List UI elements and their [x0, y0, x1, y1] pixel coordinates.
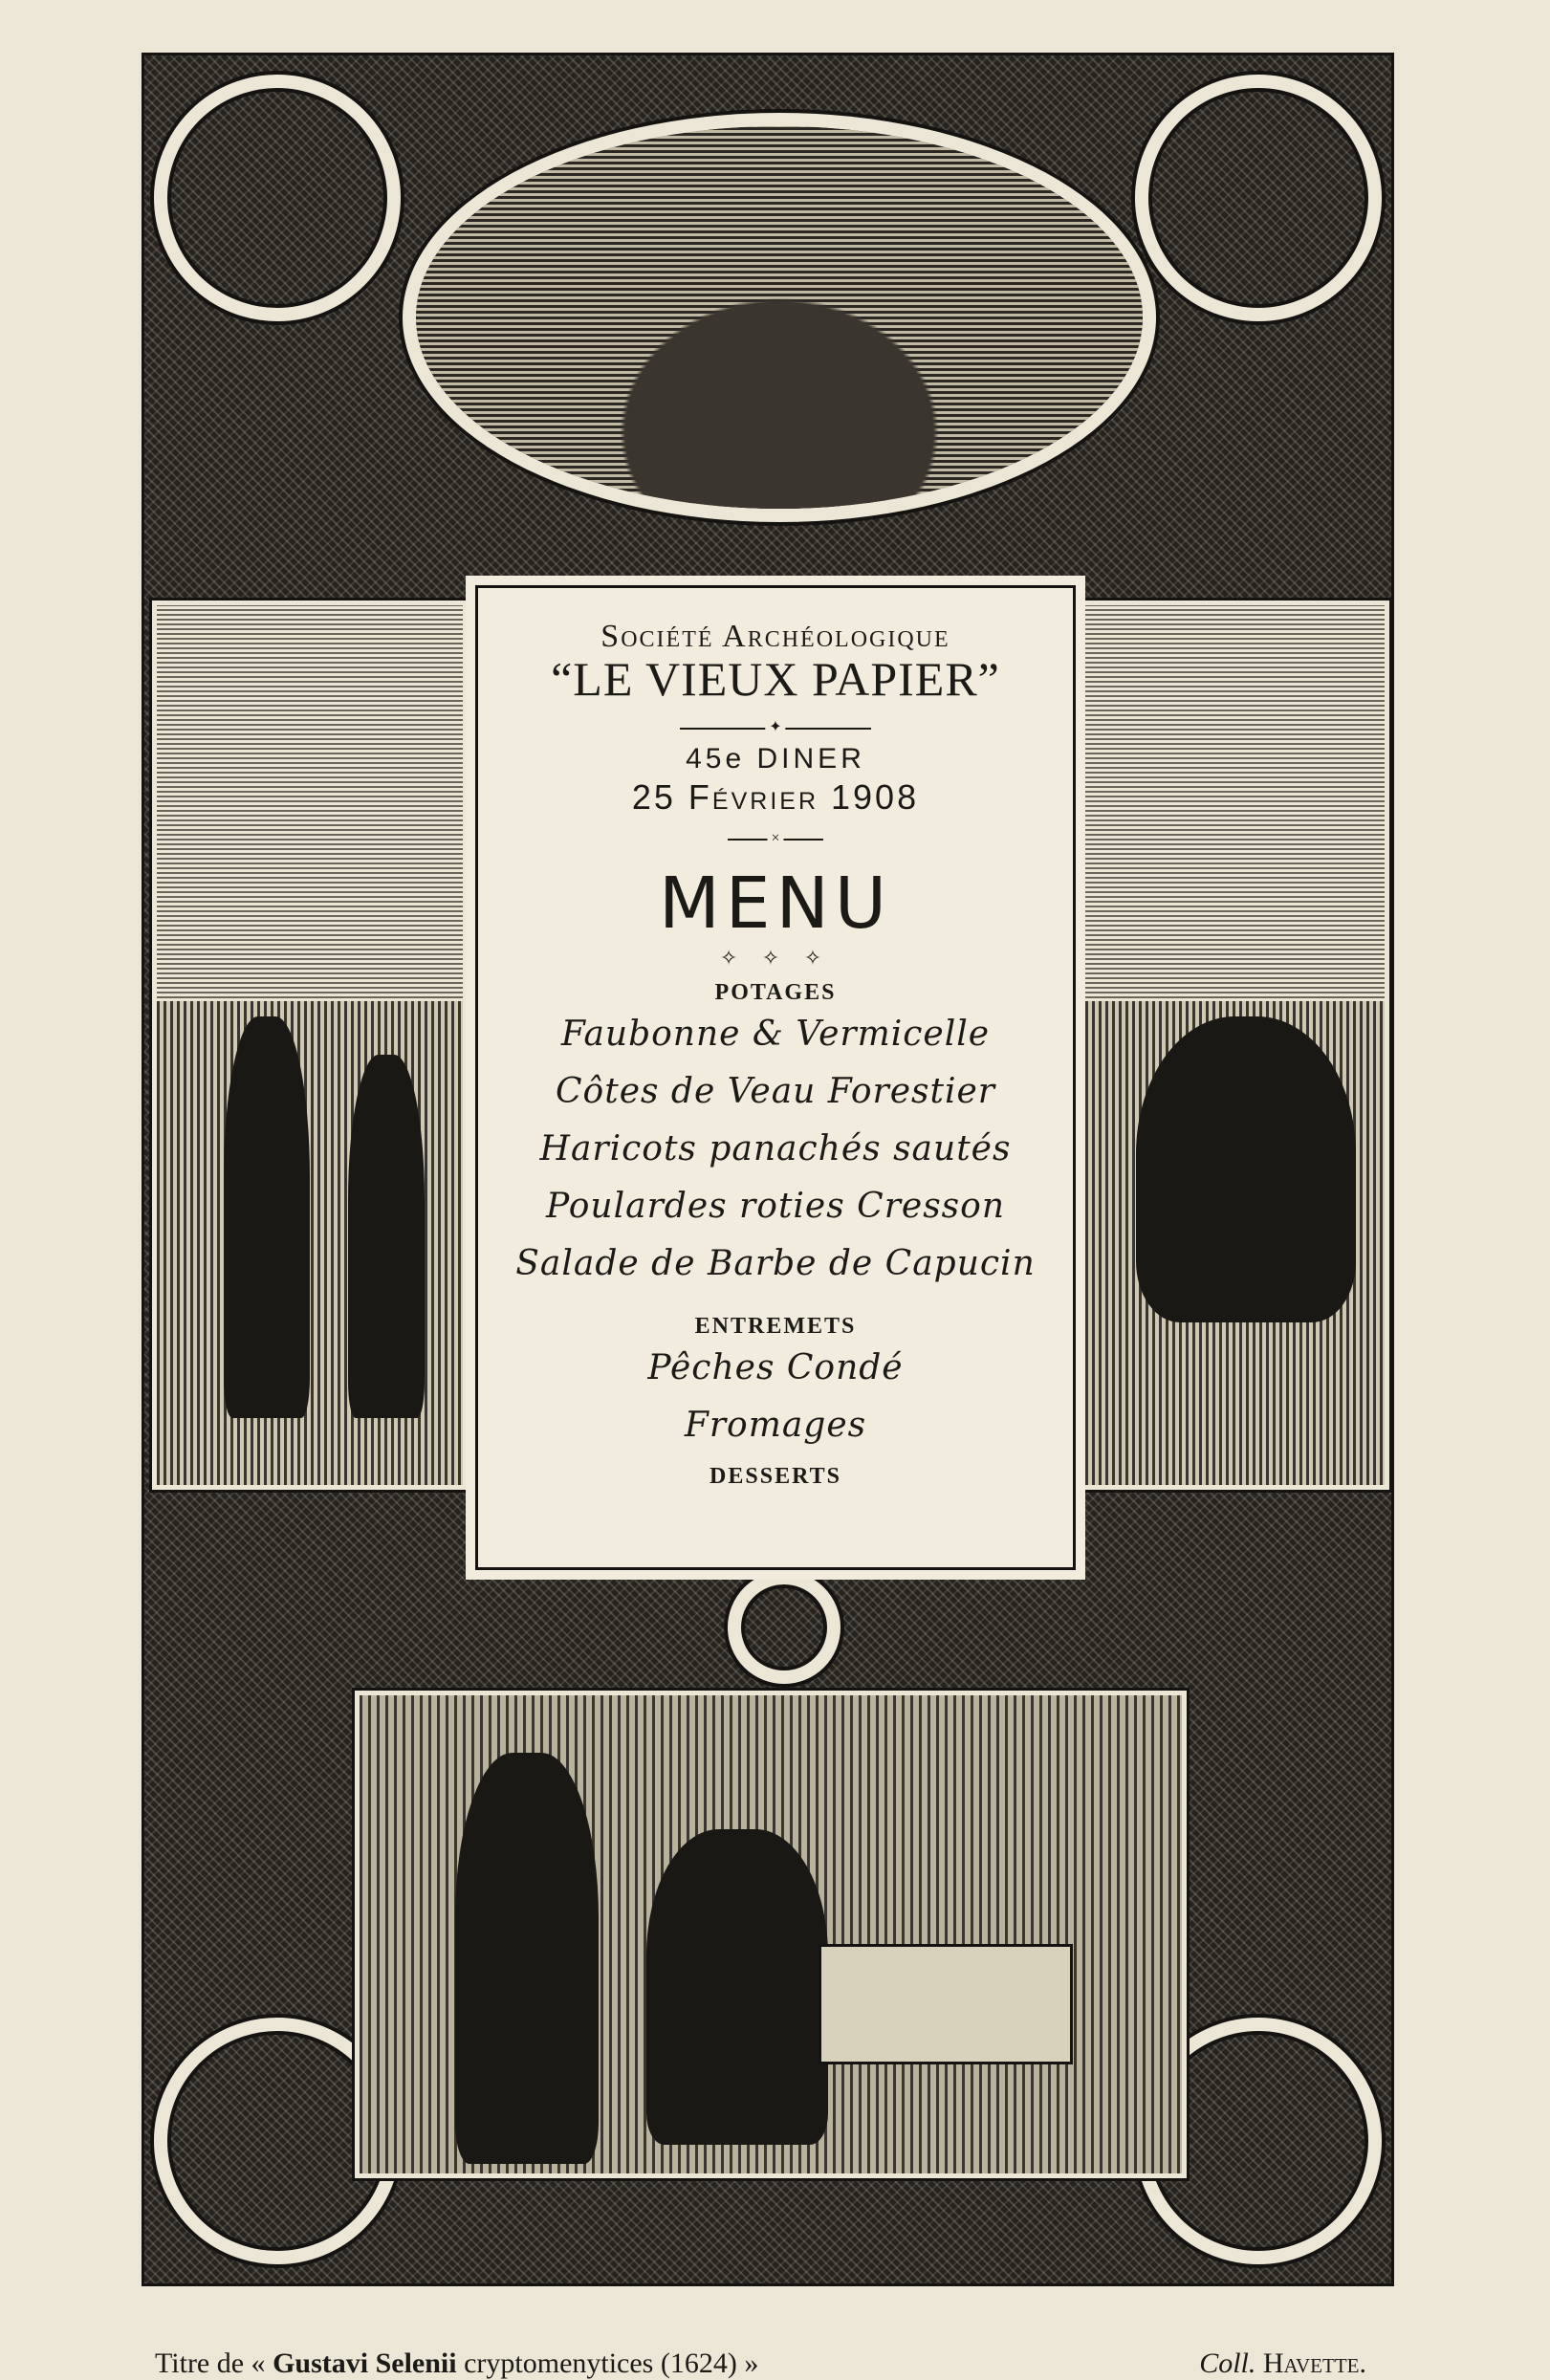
dish-item: Fromages	[684, 1406, 867, 1445]
diner-number: 45e DINER	[686, 743, 865, 775]
source-title: Gustavi Selenii	[273, 2347, 457, 2379]
dish-item: Salade de Barbe de Capucin	[515, 1244, 1036, 1283]
divider-star-icon: ✦	[765, 718, 785, 737]
menu-title: MENU	[658, 862, 893, 945]
menu-card	[475, 585, 1076, 1570]
seated-scribe-figure	[646, 1829, 828, 2145]
dish-item: Haricots panachés sautés	[539, 1129, 1012, 1168]
divider	[680, 719, 871, 735]
section-heading: DESSERTS	[710, 1464, 841, 1489]
plate-caption: Titre de « Gustavi Selenii cryptomenytices (1624) »	[155, 2347, 759, 2379]
dish-item: Poulardes roties Cresson	[545, 1187, 1006, 1226]
scroll-ornament-tr	[1135, 75, 1382, 321]
dish-item: Côtes de Veau Forestier	[556, 1072, 995, 1111]
diner-date: 25 Février 1908	[631, 777, 920, 817]
traveller-figure	[224, 1016, 310, 1418]
section-heading: ENTREMETS	[694, 1314, 857, 1339]
harbor-scene-illustration	[416, 126, 1143, 509]
right-panel-illustration	[1074, 600, 1389, 1490]
top-cartouche	[403, 113, 1156, 522]
publication-name: “LE VIEUX PAPIER”	[551, 652, 1000, 706]
left-panel-illustration	[152, 600, 468, 1490]
standing-nobleman-figure	[455, 1753, 599, 2164]
bottom-panel-illustration	[355, 1691, 1187, 2178]
section-heading: POTAGES	[714, 980, 837, 1005]
writing-table	[819, 1944, 1073, 2064]
horseman-figure	[1136, 1016, 1356, 1322]
divider-cross-icon: ×	[767, 829, 783, 848]
dish-item: Faubonne & Vermicelle	[560, 1015, 991, 1054]
divider	[728, 830, 823, 846]
society-name: Société Archéologique	[600, 619, 950, 654]
dish-item: Pêches Condé	[647, 1348, 904, 1387]
diamond-ornament-icon: ✧ ✧ ✧	[719, 946, 832, 970]
collection-credit: Coll. Havette.	[1199, 2347, 1366, 2379]
medallion-ornament	[728, 1571, 840, 1684]
scroll-ornament-tl	[154, 75, 401, 321]
pikeman-figure	[348, 1055, 425, 1418]
